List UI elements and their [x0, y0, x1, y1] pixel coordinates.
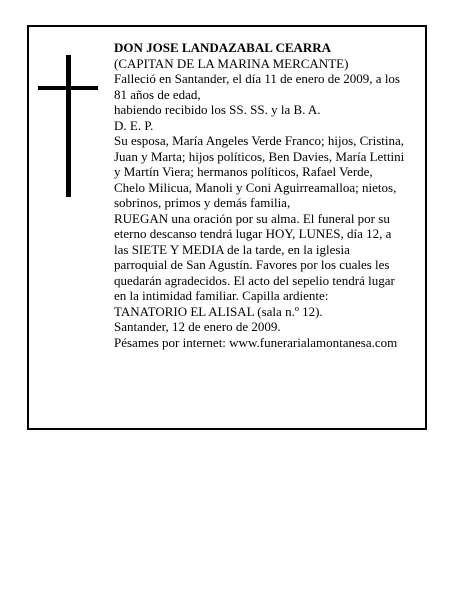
obituary-line: Pésames por internet: www.funerarialamontanesa.com [114, 334, 398, 350]
obituary-line: en la intimidad familiar. Capilla ardiente: [114, 288, 329, 303]
obituary-line: parroquial de San Agustín. Favores por los cuales les [114, 257, 390, 272]
cross-icon [66, 55, 71, 197]
obituary-line: Santander, 12 de enero de 2009. [114, 319, 281, 334]
obituary-line: Su esposa, María Angeles Verde Franco; hijos, Cristina, [114, 133, 405, 148]
obituary-line: 81 años de edad, [114, 86, 201, 102]
obituary-line: eterno descanso tendrá lugar HOY, LUNES, día 12, a [114, 226, 392, 241]
deceased-name: DON JOSE LANDAZABAL CEARRA [114, 40, 332, 55]
obituary-line: Chelo Milicua, Manoli y Coni Aguirreamalloa; nietos, [114, 179, 397, 195]
obituary-line: habiendo recibido los SS. SS. y la B. A. [114, 102, 321, 117]
obituary-text [114, 40, 424, 350]
obituary-line: y Martín Viera; hermanos políticos, Rafael Verde, [114, 164, 373, 179]
obituary-line: (CAPITAN DE LA MARINA MERCANTE) [114, 55, 349, 71]
cross-icon-arm [38, 86, 98, 90]
obituary-line: Juan y Marta; hijos políticos, Ben Davies, María Lettini [114, 148, 405, 164]
obituary-line: sobrinos, primos y demás familia, [114, 195, 291, 210]
obituary-line: quedarán agradecidos. El acto del sepelio tendrá lugar [114, 272, 395, 288]
obituary-line: RUEGAN una oración por su alma. El funeral por su [114, 210, 390, 226]
obituary-line: TANATORIO EL ALISAL (sala n.º 12). [114, 303, 323, 319]
obituary-line: Falleció en Santander, el día 11 de enero de 2009, a los [114, 71, 400, 86]
obituary-line: D. E. P. [114, 117, 154, 133]
obituary-line: las SIETE Y MEDIA de la tarde, en la iglesia [114, 241, 350, 257]
